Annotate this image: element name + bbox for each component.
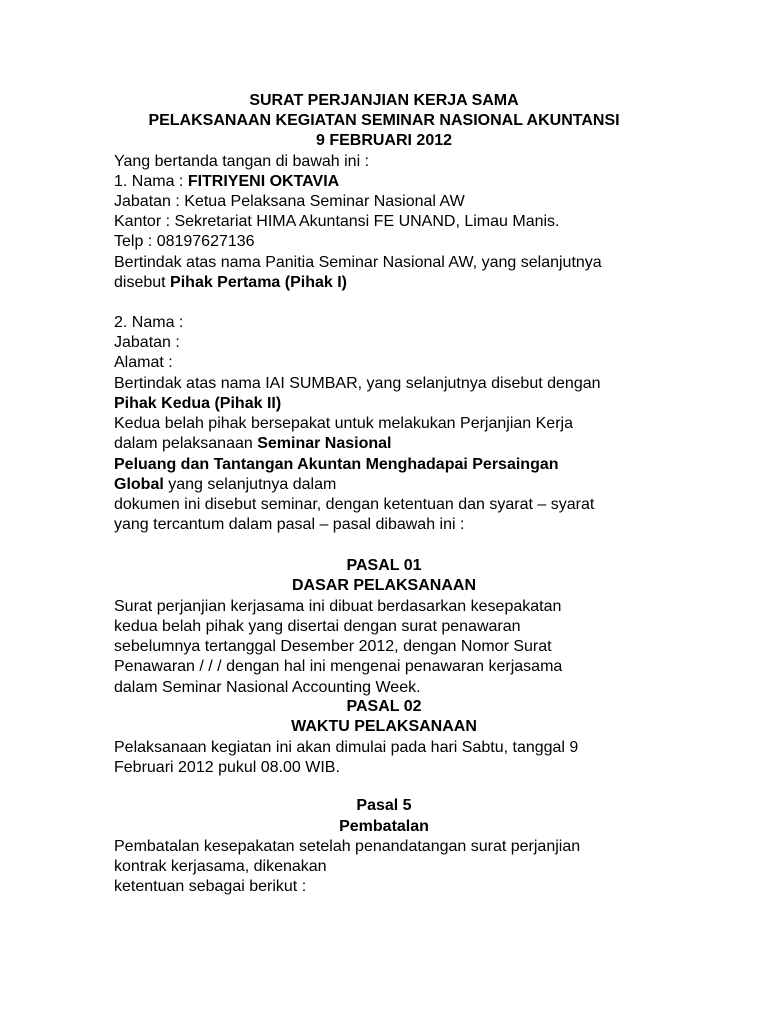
party1-name <box>114 172 748 192</box>
pasal01-line: Penawaran / / / dengan hal ini mengenai penawaran kerjasama <box>114 658 563 675</box>
pasal02-subheading: WAKTU PELAKSANAAN <box>291 718 477 735</box>
pasal5-subheading: Pembatalan <box>339 818 429 835</box>
pasal01-subheading: DASAR PELAKSANAAN <box>291 577 476 594</box>
pasal01-line: kedua belah pihak yang disertai dengan surat penawaran <box>114 618 521 635</box>
party2-designation-text: Pihak Kedua (Pihak II) <box>114 395 282 412</box>
party2-jabatan: Jabatan : <box>114 334 180 351</box>
pasal02-line: Pelaksanaan kegiatan ini akan dimulai pada hari Sabtu, tanggal 9 <box>114 739 579 756</box>
pasal5-line: kontrak kerjasama, dikenakan <box>114 858 327 875</box>
agreement-line-4 <box>114 475 748 495</box>
agreement-line-2-prefix: dalam pelaksanaan <box>114 435 258 452</box>
party2-alamat: Alamat : <box>114 354 173 371</box>
title-line-2: PELAKSANAAN KEGIATAN SEMINAR NASIONAL AKUNTANSI <box>148 112 620 129</box>
pasal5-heading: Pasal 5 <box>356 797 412 814</box>
title-line-3: 9 FEBRUARI 2012 <box>315 132 453 149</box>
party1-jabatan: Jabatan : Ketua Pelaksana Seminar Nasional AW <box>114 193 465 210</box>
agreement-line-6: yang tercantum dalam pasal – pasal dibawah ini : <box>114 516 465 533</box>
party1-act-line-1: Bertindak atas nama Panitia Seminar Nasional AW, yang selanjutnya <box>114 254 602 271</box>
party2-designation <box>114 394 748 414</box>
party1-act-prefix: disebut <box>114 274 171 291</box>
party1-telp: Telp : 08197627136 <box>114 233 255 250</box>
title-line-1: SURAT PERJANJIAN KERJA SAMA <box>249 92 519 109</box>
pasal02-heading: PASAL 02 <box>346 698 422 715</box>
party2-name: 2. Nama : <box>114 314 184 331</box>
party1-name-label: 1. Nama : <box>114 173 188 190</box>
pasal5-line: Pembatalan kesepakatan setelah penandatangan surat perjanjian <box>114 838 581 855</box>
pasal01-heading: PASAL 01 <box>346 557 422 574</box>
party1-designation: Pihak Pertama (Pihak I) <box>170 274 348 291</box>
pasal5-line: ketentuan sebagai berikut : <box>114 878 307 895</box>
agreement-line-4-rest: yang selanjutnya dalam <box>163 476 337 493</box>
seminar-title-part-3: Global <box>114 476 164 493</box>
agreement-line-1: Kedua belah pihak bersepakat untuk melakukan Perjanjian Kerja <box>114 415 573 432</box>
pasal01-line: sebelumnya tertanggal Desember 2012, dengan Nomor Surat <box>114 638 552 655</box>
agreement-line-5: dokumen ini disebut seminar, dengan ketentuan dan syarat – syarat <box>114 496 595 513</box>
party2-act-line-1: Bertindak atas nama IAI SUMBAR, yang selanjutnya disebut dengan <box>114 375 601 392</box>
seminar-title-part-2: Peluang dan Tantangan Akuntan Menghadapai Persaingan <box>114 456 559 473</box>
intro-text: Yang bertanda tangan di bawah ini : <box>114 153 370 170</box>
pasal02-line: Februari 2012 pukul 08.00 WIB. <box>114 759 340 776</box>
party1-kantor: Kantor : Sekretariat HIMA Akuntansi FE UNAND, Limau Manis. <box>114 213 560 230</box>
agreement-line-3 <box>114 455 748 475</box>
seminar-title-part-1: Seminar Nasional <box>257 435 392 452</box>
pasal01-line: dalam Seminar Nasional Accounting Week. <box>114 679 421 696</box>
party1-name-value: FITRIYENI OKTAVIA <box>187 173 340 190</box>
agreement-line-2 <box>114 434 748 454</box>
pasal01-line: Surat perjanjian kerjasama ini dibuat berdasarkan kesepakatan <box>114 598 562 615</box>
party1-act-line-2 <box>114 273 748 293</box>
